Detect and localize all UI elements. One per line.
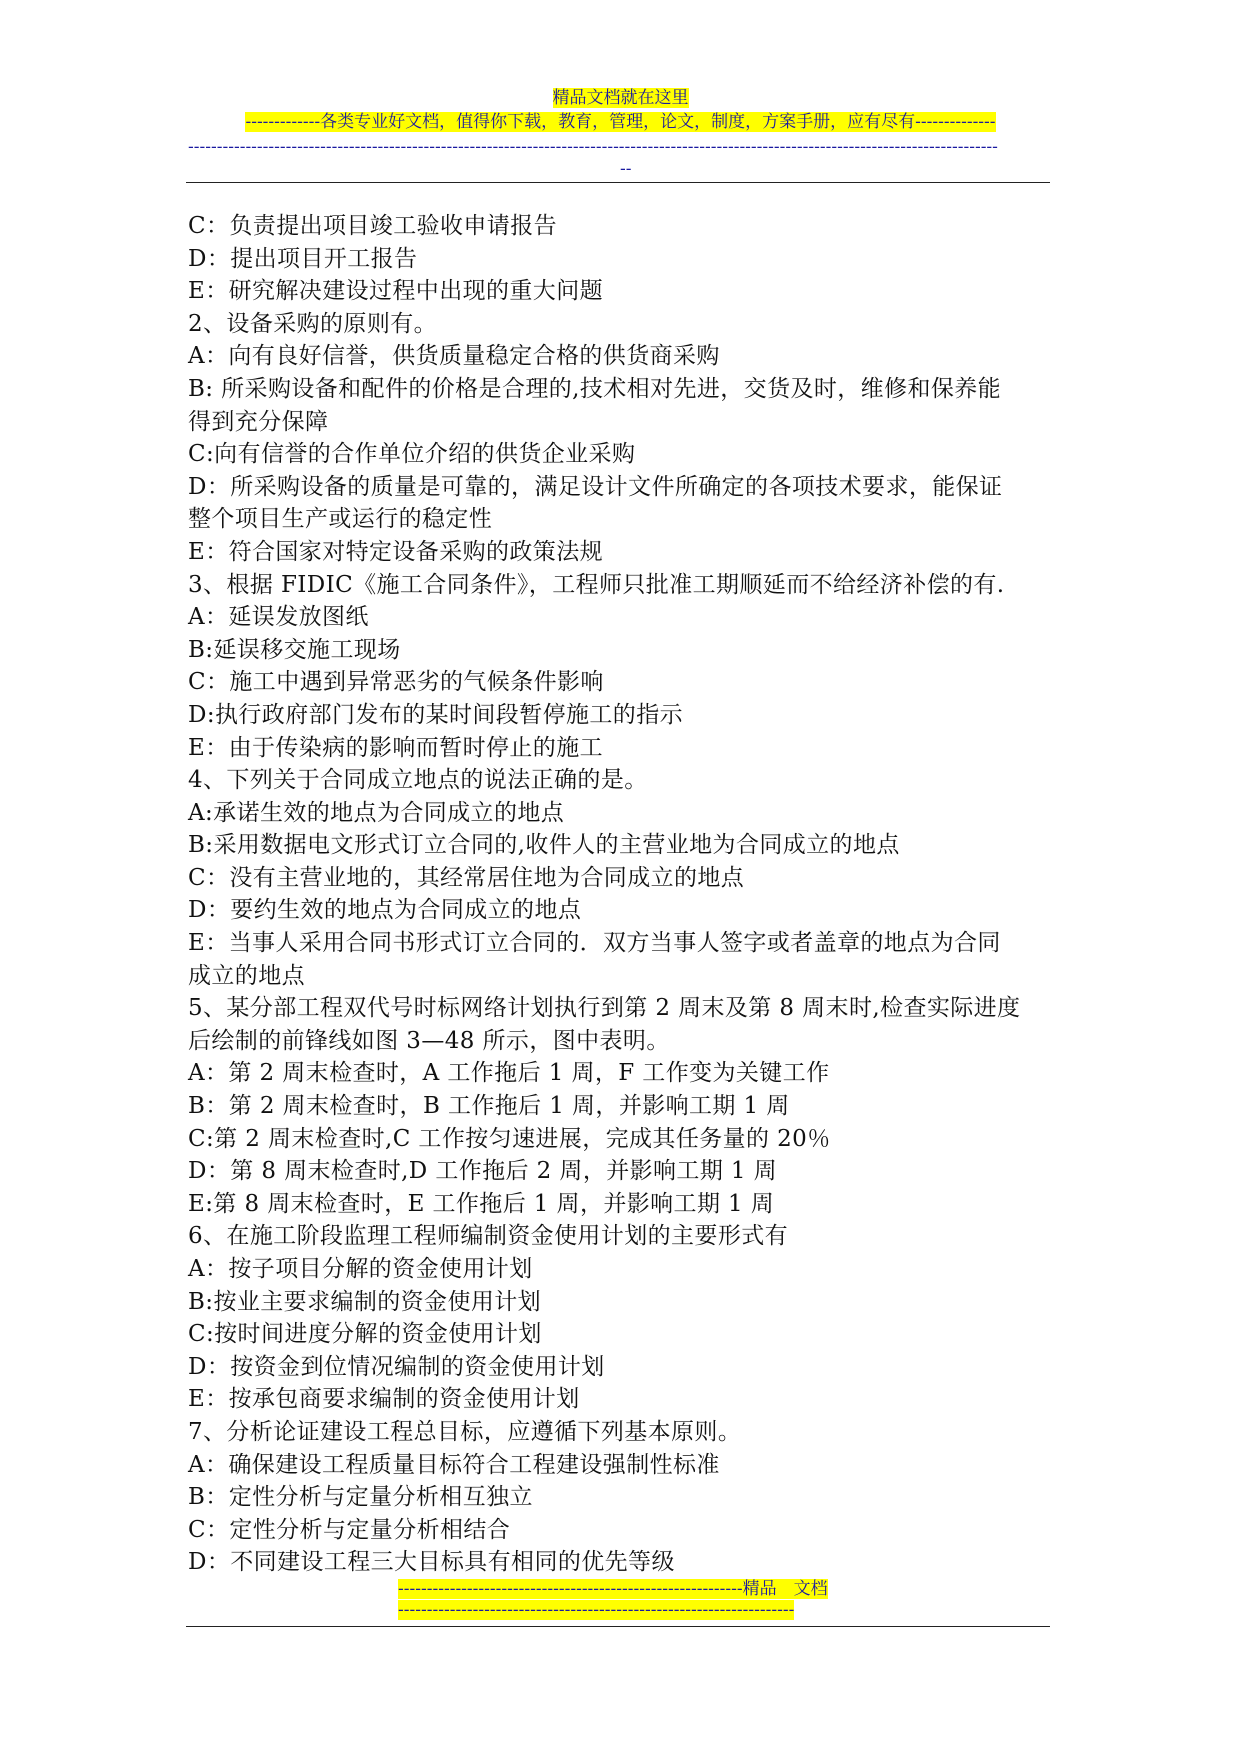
text-line: A：确保建设工程质量目标符合工程建设强制性标准 [188,1451,720,1478]
text-line: A：向有良好信誉，供货质量稳定合格的供货商采购 [188,343,720,370]
text-line: E：按承包商要求编制的资金使用计划 [188,1386,580,1413]
text-line: D：按资金到位情况编制的资金使用计划 [188,1353,605,1380]
text-line: E：由于传染病的影响而暂时停止的施工 [188,734,603,761]
text-line: 整个项目生产或运行的稳定性 [188,506,493,533]
document-body [188,210,1052,1579]
text-line: 成立的地点 [188,962,305,989]
text-line: B:采用数据电文形式订立合同的,收件人的主营业地为合同成立的地点 [188,832,900,859]
text-line: B:延误移交施工现场 [188,636,401,663]
text-line: C:第 2 周末检查时,C 工作按匀速进展，完成其任务量的 20％ [188,1125,831,1152]
text-line: 得到充分保障 [188,408,329,435]
footer-divider [186,1626,1050,1627]
page-header [0,86,1241,134]
text-line: B：第 2 周末检查时，B 工作拖后 1 周，并影响工期 1 周 [188,1093,790,1120]
text-line: E：研究解决建设过程中出现的重大问题 [188,278,603,305]
footer-line-1: ------------------------------------------------------------精品 文档 [398,1579,828,1599]
text-line: D:执行政府部门发布的某时间段暂停施工的指示 [188,701,683,728]
question-line: 2、设备采购的原则有。 [188,310,438,337]
question-line: 7、分析论证建设工程总目标，应遵循下列基本原则。 [188,1418,742,1445]
text-line: C:向有信誉的合作单位介绍的供货企业采购 [188,441,636,468]
text-line: C：施工中遇到异常恶劣的气候条件影响 [188,669,604,696]
text-line: C：负责提出项目竣工验收申请报告 [188,213,557,239]
text-line: A：按子项目分解的资金使用计划 [188,1256,533,1282]
text-line: D：提出项目开工报告 [188,245,418,272]
text-line: C：定性分析与定量分析相结合 [188,1516,511,1543]
question-line: 4、下列关于合同成立地点的说法正确的是。 [188,767,648,794]
text-line: B：定性分析与定量分析相互独立 [188,1484,533,1511]
text-line: E：当事人采用合同书形式订立合同的．双方当事人签字或者盖章的地点为合同 [188,930,1001,957]
footer-line-2: --------------------------------------------------------------------- [398,1600,795,1620]
question-line: 6、在施工阶段监理工程师编制资金使用计划的主要形式有 [188,1223,789,1250]
header-divider [186,182,1050,183]
text-line: B: 所采购设备和配件的价格是合理的,技术相对先进，交货及时，维修和保养能 [188,375,1002,402]
header-title: 精品文档就在这里 [552,88,689,108]
question-line: 5、某分部工程双代号时标网络计划执行到第 2 周末及第 8 周末时,检查实际进度 [188,995,1021,1022]
text-line: E：符合国家对特定设备采购的政策法规 [188,538,603,565]
text-line: C:按时间进度分解的资金使用计划 [188,1321,542,1348]
header-dash-line-tail: -- [620,160,632,178]
text-line: B:按业主要求编制的资金使用计划 [188,1288,542,1315]
text-line: D：所采购设备的质量是可靠的，满足设计文件所确定的各项技术要求，能保证 [188,473,1003,500]
text-line: A：第 2 周末检查时，A 工作拖后 1 周，F 工作变为关键工作 [188,1060,830,1087]
text-line: E:第 8 周末检查时，E 工作拖后 1 周，并影响工期 1 周 [188,1190,775,1217]
text-line: A:承诺生效的地点为合同成立的地点 [188,799,565,826]
text-line: A：延误发放图纸 [188,604,369,631]
header-tagline: -------------各类专业好文档，值得你下载，教育，管理，论文，制度，方案手册，应有尽有-------------- [245,112,996,132]
text-line: D：要约生效的地点为合同成立的地点 [188,897,582,924]
text-line: D：第 8 周末检查时,D 工作拖后 2 周，并影响工期 1 周 [188,1158,778,1185]
question-line: 3、根据 FIDIC《施工合同条件》，工程师只批准工期顺延而不给经济补偿的有. [188,571,1005,598]
text-line: C：没有主营业地的，其经常居住地为合同成立的地点 [188,864,745,891]
text-line: 后绘制的前锋线如图 3—48 所示，图中表明。 [188,1027,670,1054]
header-dash-line: --------------------------------------------------------------------------------------------------------------------------------------------- [188,138,998,156]
text-line: D：不同建设工程三大目标具有相同的优先等级 [188,1549,675,1576]
